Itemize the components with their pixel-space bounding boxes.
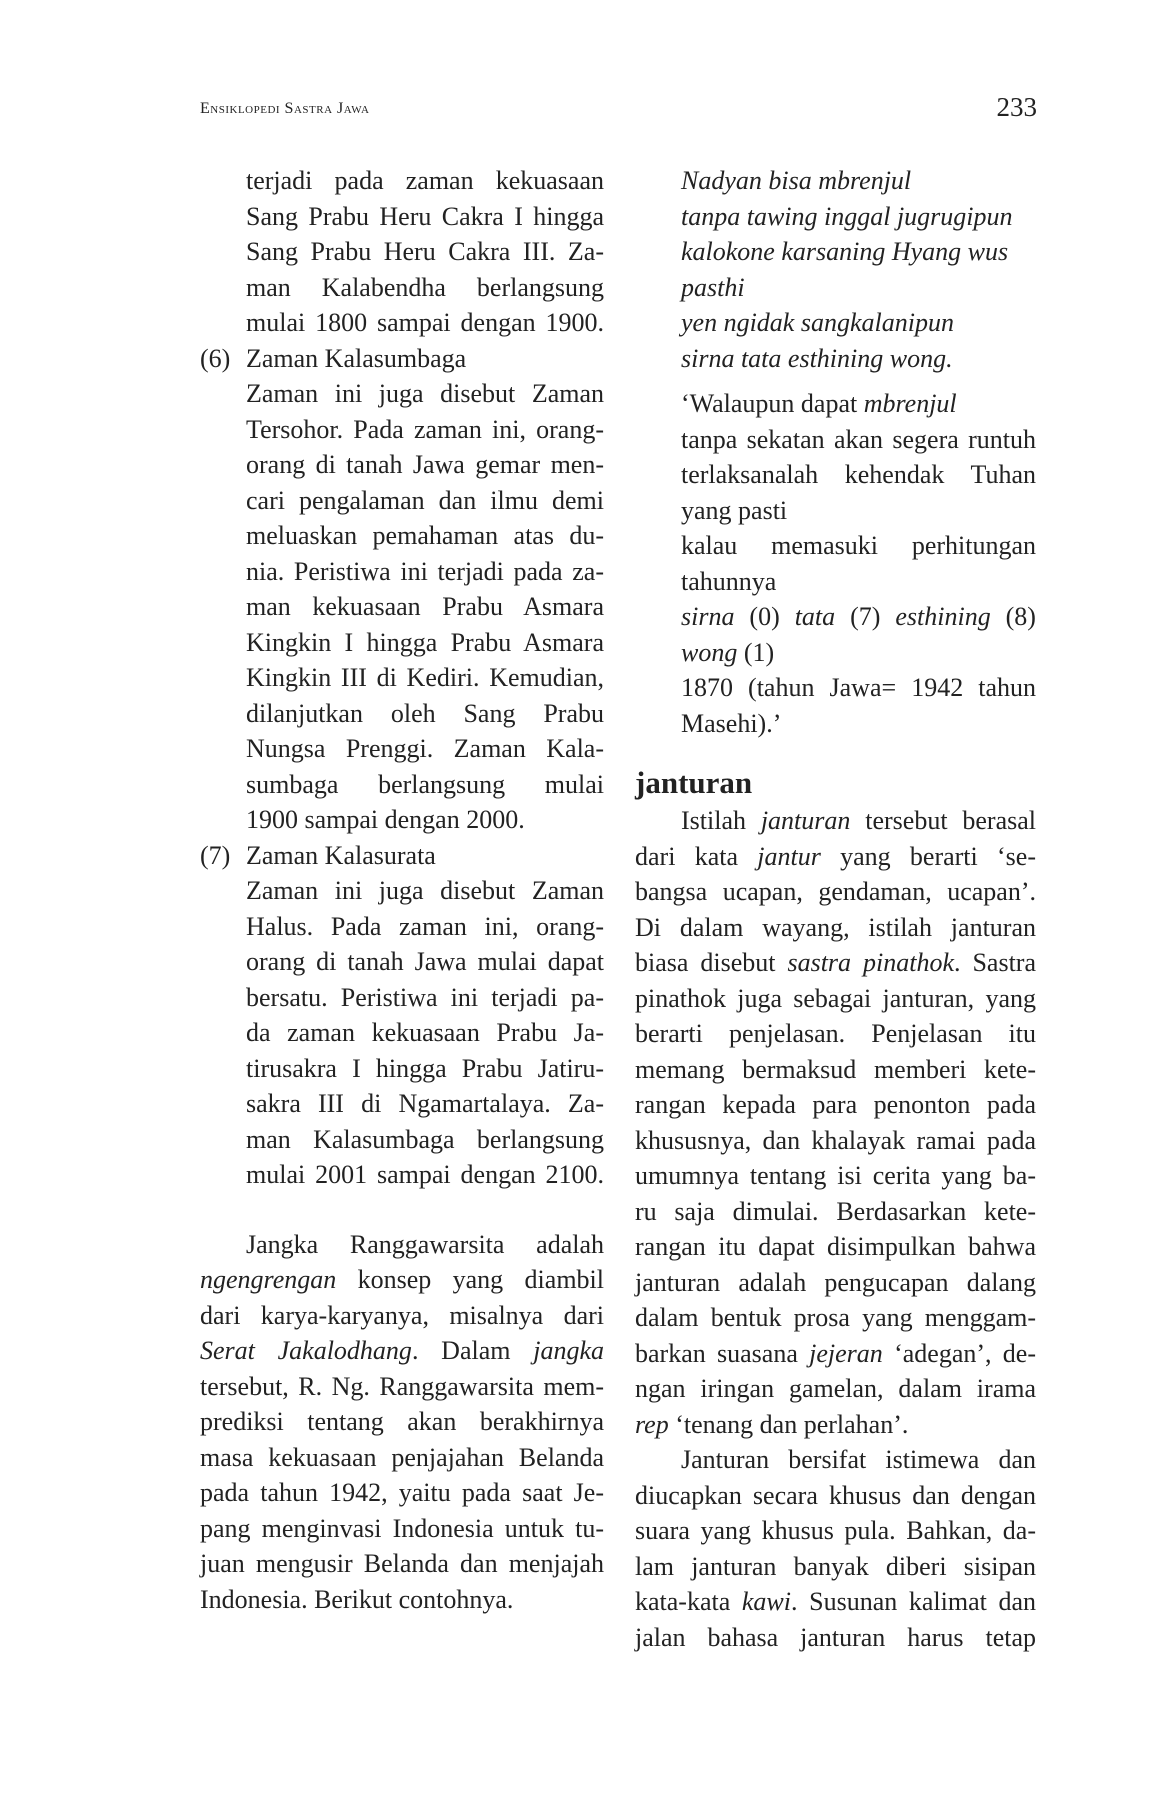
text-line: Halus. Pada zaman ini, orang- <box>246 911 604 941</box>
italic-term: wong <box>681 637 738 667</box>
left-column <box>200 163 604 1617</box>
text-line: rangan itu dapat disimpulkan bahwa <box>635 1232 1036 1261</box>
text-line: man Kalasumbaga berlangsung <box>246 1124 604 1154</box>
text-line: dari karya-karyanya, misalnya dari <box>200 1300 604 1330</box>
text-line: terjadi pada zaman kekuasaan <box>246 166 604 195</box>
text-line: tersebut, R. Ng. Ranggawarsita mem- <box>200 1371 604 1401</box>
text-run: . Dalam <box>411 1336 534 1365</box>
text-line: Jangka Ranggawarsita adalah <box>246 1229 604 1259</box>
text-run: kata-kata <box>635 1587 742 1616</box>
text-line <box>635 945 1036 981</box>
verse-line: kalokone karsaning Hyang wus <box>681 237 1009 266</box>
text-run: . Sastra <box>953 948 1036 977</box>
text-line: Zaman ini juga disebut Zaman <box>246 876 604 905</box>
text-line: Tersohor. Pada zaman ini, orang- <box>246 414 604 444</box>
text-line <box>200 1262 604 1298</box>
text-run: biasa disebut <box>635 948 788 977</box>
text-line: Janturan bersifat istimewa dan <box>681 1445 1036 1474</box>
text-run: (7) <box>835 602 896 631</box>
italic-term: janturan <box>760 806 851 835</box>
verse-block <box>635 163 1036 376</box>
paragraph-janturan-2 <box>635 1442 1036 1655</box>
text-line: ngan iringan gamelan, dalam irama <box>635 1374 1036 1403</box>
text-line: 1900 sampai dengan 2000. <box>246 805 525 834</box>
text-run: (0) <box>734 602 795 631</box>
spacer <box>635 376 1036 386</box>
text-line: orang di tanah Jawa gemar men- <box>246 450 604 479</box>
list-item-6 <box>200 341 604 838</box>
text-line: man Kalabendha berlangsung <box>246 272 604 302</box>
text-line: Indonesia. Berikut contohnya. <box>200 1584 514 1614</box>
verse-line: pasthi <box>681 272 745 302</box>
text-line: yang pasti <box>681 495 788 525</box>
right-column <box>635 163 1036 1655</box>
italic-term: ngengrengan <box>200 1265 337 1294</box>
text-line: berarti penjelasan. Penjelasan itu <box>635 1019 1036 1048</box>
text-line: terlaksanalah kehendak Tuhan <box>681 460 1036 489</box>
text-line: Sang Prabu Heru Cakra I hingga <box>246 201 604 231</box>
text-line: bangsa ucapan, gendaman, ucapan’. <box>635 877 1036 906</box>
text-line: Kingkin III di Kediri. Kemudian, <box>246 663 604 692</box>
italic-term: jantur <box>757 841 821 871</box>
verse-line: tanpa tawing inggal jugrugipun <box>681 201 1013 231</box>
italic-term: rep <box>635 1409 669 1439</box>
italic-term: sirna <box>681 602 735 631</box>
text-line: rangan kepada para penonton pada <box>635 1090 1036 1119</box>
text-line <box>681 386 1036 422</box>
verse-line: yen ngidak sangkalanipun <box>681 308 954 337</box>
text-line: sumbaga berlangsung mulai <box>246 769 604 799</box>
text-line: tanpa sekatan akan segera runtuh <box>681 424 1036 454</box>
text-run: yang berarti ‘se- <box>820 841 1036 871</box>
text-line <box>635 1584 1036 1620</box>
paragraph-janturan-1 <box>635 803 1036 1442</box>
text-line: lam janturan banyak diberi sisipan <box>635 1551 1036 1581</box>
entry-heading: janturan <box>635 765 753 800</box>
text-line: janturan adalah pengucapan dalang <box>635 1267 1036 1297</box>
page-number: 233 <box>996 92 1037 122</box>
text-line <box>635 1407 1036 1443</box>
text-line: nia. Peristiwa ini terjadi pada za- <box>246 556 604 586</box>
text-line: masa kekuasaan penjajahan Belanda <box>200 1442 604 1472</box>
list-item-title: Zaman Kalasumbaga <box>246 343 467 373</box>
text-run: ‘adegan’, de- <box>882 1338 1036 1368</box>
page-header <box>200 92 1037 132</box>
text-line: tirusakra I hingga Prabu Jatiru- <box>246 1053 604 1083</box>
text-line: diucapkan secara khusus dan dengan <box>635 1480 1036 1510</box>
continued-item <box>200 163 604 341</box>
text-line: Zaman ini juga disebut Zaman <box>246 379 604 408</box>
text-line: bersatu. Peristiwa ini terjadi pa- <box>246 982 604 1012</box>
text-line: mulai 2001 sampai dengan 2100. <box>246 1160 604 1189</box>
text-run: ‘Walaupun dapat <box>681 389 864 418</box>
text-line: khususnya, dan khalayak ramai pada <box>635 1125 1036 1155</box>
text-line: Masehi).’ <box>681 708 782 738</box>
verse-line: sirna tata esthining wong. <box>681 343 953 373</box>
text-run: ‘tenang dan perlahan’. <box>668 1409 909 1439</box>
paragraph-jangka <box>200 1227 604 1618</box>
list-item-title: Zaman Kalasurata <box>246 840 436 870</box>
text-line: man kekuasaan Prabu Asmara <box>246 592 604 621</box>
italic-term: tata <box>794 602 836 631</box>
italic-term: esthining <box>895 602 991 631</box>
italic-term: mbrenjul <box>863 389 957 418</box>
spacer <box>200 1193 604 1227</box>
italic-term: jangka <box>533 1336 604 1365</box>
text-run: barkan suasana <box>635 1338 810 1368</box>
text-line: umumnya tentang isi cerita yang ba- <box>635 1161 1036 1190</box>
list-marker: (6) <box>200 343 231 373</box>
text-line: dalam bentuk prosa yang menggam- <box>635 1303 1036 1332</box>
text-line: orang di tanah Jawa mulai dapat <box>246 947 604 976</box>
text-line <box>635 1336 1036 1372</box>
text-line: pinathok juga sebagai janturan, yang <box>635 983 1036 1013</box>
italic-title: Serat Jakalodhang <box>200 1336 412 1365</box>
italic-term: sastra pinathok <box>787 948 954 977</box>
italic-term: jejeran <box>809 1338 883 1368</box>
text-line: sakra III di Ngamartalaya. Za- <box>246 1089 604 1118</box>
text-line: meluaskan pemahaman atas du- <box>246 521 604 550</box>
text-line: mulai 1800 sampai dengan 1900. <box>246 308 604 337</box>
verse-translation <box>635 386 1036 741</box>
text-line: kalau memasuki perhitungan <box>681 531 1036 560</box>
text-line: memang bermaksud memberi kete- <box>635 1054 1036 1084</box>
text-line: jalan bahasa janturan harus tetap <box>635 1622 1036 1652</box>
text-line: tahunnya <box>681 566 777 596</box>
text-line <box>681 599 1036 635</box>
text-line: Nungsa Prenggi. Zaman Kala- <box>246 734 604 763</box>
text-line: ru saja dimulai. Berdasarkan kete- <box>635 1196 1036 1226</box>
verse-line: Nadyan bisa mbrenjul <box>681 166 912 195</box>
text-run: tersebut berasal <box>850 806 1036 835</box>
text-line: pada tahun 1942, yaitu pada saat Je- <box>200 1478 604 1507</box>
text-line: 1870 (tahun Jawa= 1942 tahun <box>681 673 1036 702</box>
text-line: dilanjutkan oleh Sang Prabu <box>246 698 604 728</box>
text-line <box>635 839 1036 875</box>
text-line: prediksi tentang akan berakhirnya <box>200 1407 604 1436</box>
text-line: da zaman kekuasaan Prabu Ja- <box>246 1018 604 1047</box>
text-line <box>681 635 1036 671</box>
text-run: Istilah <box>681 806 761 835</box>
text-run: (1) <box>737 637 775 667</box>
text-run: konsep yang diambil <box>336 1265 604 1294</box>
running-head: Ensiklopedi Sastra Jawa <box>200 100 370 117</box>
text-line: suara yang khusus pula. Bahkan, da- <box>635 1516 1036 1545</box>
text-line: pang menginvasi Indonesia untuk tu- <box>200 1513 604 1543</box>
list-item-7 <box>200 838 604 1193</box>
text-run: . Susunan kalimat dan <box>791 1587 1036 1616</box>
italic-term: kawi <box>741 1587 791 1616</box>
text-run: (8) <box>990 602 1036 631</box>
list-marker: (7) <box>200 840 231 870</box>
text-line <box>635 803 1036 839</box>
text-run: dari kata <box>635 841 758 871</box>
text-line: Sang Prabu Heru Cakra III. Za- <box>246 237 604 266</box>
text-line: juan mengusir Belanda dan menjajah <box>200 1549 604 1578</box>
text-line <box>200 1333 604 1369</box>
text-line: Kingkin I hingga Prabu Asmara <box>246 627 604 657</box>
text-line: cari pengalaman dan ilmu demi <box>246 485 604 515</box>
text-line: Di dalam wayang, istilah janturan <box>635 912 1036 942</box>
